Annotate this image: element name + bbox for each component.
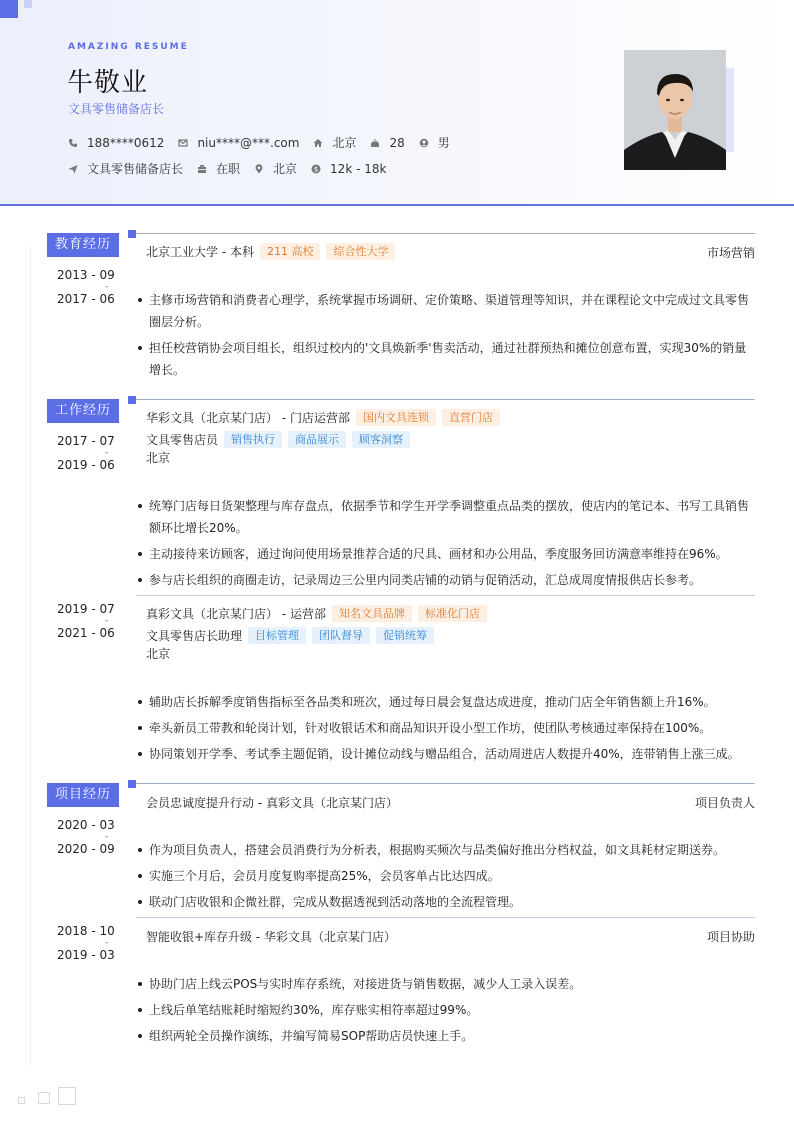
intent-city-text: 北京 — [273, 162, 298, 176]
gender-info — [419, 134, 450, 151]
date-separator: - — [105, 938, 109, 948]
email-info — [178, 136, 299, 150]
list-item: 牵头新员工带教和轮岗计划，针对收银话术和商品知识开设小型工作坊，使团队考核通过率保持在100%。 — [138, 717, 758, 739]
svg-text:$: $ — [313, 165, 319, 174]
salary-icon — [311, 164, 321, 174]
status-info — [197, 160, 240, 177]
company-tag: 国内文具连锁 — [356, 409, 436, 426]
age-text: 28 — [389, 135, 405, 150]
location-pin-icon — [254, 164, 264, 174]
corner-decoration-small — [24, 0, 32, 8]
company-name: 华彩文具（北京某门店） - 门店运营部 — [146, 411, 350, 425]
gender-text: 男 — [437, 136, 450, 150]
company-tag: 标准化门店 — [418, 605, 487, 622]
target-position: 文具零售储备店长 — [68, 102, 165, 116]
project-name: 智能收银+库存升级 - 华彩文具（北京某门店） — [146, 930, 397, 944]
list-item: 辅助店长拆解季度销售指标至各品类和班次，通过每日晨会复盘达成进度，推动门店全年销售额上升16%。 — [138, 691, 758, 713]
section-divider — [136, 399, 755, 400]
section-marker — [128, 780, 136, 788]
date-separator: - — [105, 616, 109, 626]
project-role: 项目协助 — [706, 930, 755, 944]
skill-tag: 销售执行 — [224, 431, 282, 448]
school-line — [146, 243, 395, 260]
gender-icon — [419, 138, 429, 148]
work-end-date: 2021 - 06 — [57, 626, 115, 640]
salary-info — [311, 162, 386, 176]
skill-tag: 顾客洞察 — [352, 431, 410, 448]
portrait-illustration — [624, 50, 726, 170]
work-city: 北京 — [146, 451, 171, 465]
candidate-name: 牛敬业 — [67, 68, 149, 98]
company-line — [146, 605, 487, 622]
list-item: 上线后单笔结账耗时缩短约30%，库存账实相符率超过99%。 — [138, 999, 758, 1021]
salary-text: 12k - 18k — [330, 161, 387, 176]
company-line — [146, 409, 500, 426]
resume-header — [0, 0, 794, 206]
list-item: 担任校营销协会项目组长，组织过校内的'文具焕新季'售卖活动，通过社群预热和摊位创意布置，实现30%的销量增长。 — [138, 337, 758, 381]
intent-position-info — [68, 160, 183, 177]
mail-icon — [178, 138, 188, 148]
footer-decoration — [18, 1097, 25, 1104]
list-item: 参与店长组织的商圈走访，记录周边三公里内同类店铺的动销与促销活动，汇总成周度情报供店长参考。 — [138, 569, 758, 591]
intent-city-info — [254, 160, 297, 177]
brand-label: AMAZING RESUME — [68, 42, 189, 52]
work-end-date: 2019 - 06 — [57, 458, 115, 472]
entry-divider — [136, 595, 755, 596]
list-item: 主动接待来访顾客，通过询问使用场景推荐合适的尺具、画材和办公用品，季度服务回访满意率维持在96%。 — [138, 543, 758, 565]
major: 市场营销 — [706, 246, 755, 260]
send-icon — [68, 164, 78, 174]
contact-row — [68, 134, 464, 151]
project-role: 项目负责人 — [694, 796, 755, 810]
edu-start-date: 2013 - 09 — [57, 268, 115, 282]
section-marker — [128, 230, 136, 238]
section-divider — [136, 783, 755, 784]
home-icon — [313, 138, 323, 148]
phone-icon — [68, 138, 78, 148]
job-intent-row — [68, 160, 400, 177]
briefcase-icon — [197, 164, 207, 174]
age-info — [370, 136, 404, 150]
home-text: 北京 — [332, 136, 357, 150]
list-item: 主修市场营销和消费者心理学，系统掌握市场调研、定价策略、渠道管理等知识，并在课程论文中完成过文具零售圈层分析。 — [138, 289, 758, 333]
date-separator: - — [105, 282, 109, 292]
list-item: 统筹门店每日货架整理与库存盘点，依据季节和学生开学季调整重点品类的摆放，使店内的笔记本、书写工具销售额环比增长20%。 — [138, 495, 758, 539]
company-tag: 知名文具品牌 — [332, 605, 412, 622]
footer-decoration — [58, 1087, 76, 1105]
section-divider — [136, 233, 755, 234]
footer-decoration — [38, 1092, 50, 1104]
skill-tag: 目标管理 — [248, 627, 306, 644]
list-item: 实施三个月后，会员月度复购率提高25%，会员客单占比达四成。 — [138, 865, 758, 887]
list-item: 协助门店上线云POS与实时库存系统，对接进货与销售数据，减少人工录入误差。 — [138, 973, 758, 995]
school-tag: 综合性大学 — [326, 243, 395, 260]
phone-info — [68, 136, 164, 150]
date-separator: - — [105, 448, 109, 458]
school-tag: 211 高校 — [260, 243, 321, 260]
work-city: 北京 — [146, 647, 171, 661]
skill-tag: 促销统筹 — [376, 627, 434, 644]
project-start-date: 2018 - 10 — [57, 924, 115, 938]
intent-position-text: 文具零售储备店长 — [87, 162, 184, 176]
avatar — [624, 50, 726, 170]
role-line — [146, 627, 434, 644]
status-text: 在职 — [216, 162, 241, 176]
project-name: 会员忠诚度提升行动 - 真彩文具（北京某门店） — [146, 796, 398, 810]
section-title-projects: 项目经历 — [47, 783, 119, 807]
entry-divider — [136, 917, 755, 918]
section-title-education: 教育经历 — [47, 233, 119, 257]
list-item: 联动门店收银和企微社群，完成从数据透视到活动落地的全流程管理。 — [138, 891, 758, 913]
cake-icon — [370, 138, 380, 148]
work-start-date: 2017 - 07 — [57, 434, 115, 448]
phone-text: 188****0612 — [87, 135, 165, 150]
list-item: 组织两轮全员操作演练，并编写简易SOP帮助店员快速上手。 — [138, 1025, 758, 1047]
section-title-work: 工作经历 — [47, 399, 119, 423]
project-start-date: 2020 - 03 — [57, 818, 115, 832]
work-start-date: 2019 - 07 — [57, 602, 115, 616]
role-name: 文具零售店长助理 — [146, 629, 243, 643]
email-text: niu****@***.com — [197, 135, 300, 150]
list-item: 协同策划开学季、考试季主题促销，设计摊位动线与赠品组合，活动周进店人数提升40%，连带销售上涨三成。 — [138, 743, 758, 765]
corner-decoration — [0, 0, 18, 18]
project-end-date: 2020 - 09 — [57, 842, 115, 856]
company-name: 真彩文具（北京某门店） - 运营部 — [146, 607, 326, 621]
timeline-guide — [30, 246, 31, 1066]
company-tag: 直营门店 — [442, 409, 500, 426]
date-separator: - — [105, 832, 109, 842]
skill-tag: 商品展示 — [288, 431, 346, 448]
edu-end-date: 2017 - 06 — [57, 292, 115, 306]
role-name: 文具零售店员 — [146, 433, 219, 447]
role-line — [146, 431, 410, 448]
section-marker — [128, 396, 136, 404]
skill-tag: 团队督导 — [312, 627, 370, 644]
project-end-date: 2019 - 03 — [57, 948, 115, 962]
list-item: 作为项目负责人，搭建会员消费行为分析表，根据购买频次与品类偏好推出分档权益，如文具耗材定期送券。 — [138, 839, 758, 861]
school-name: 北京工业大学 - 本科 — [146, 245, 254, 259]
home-info — [313, 134, 356, 151]
